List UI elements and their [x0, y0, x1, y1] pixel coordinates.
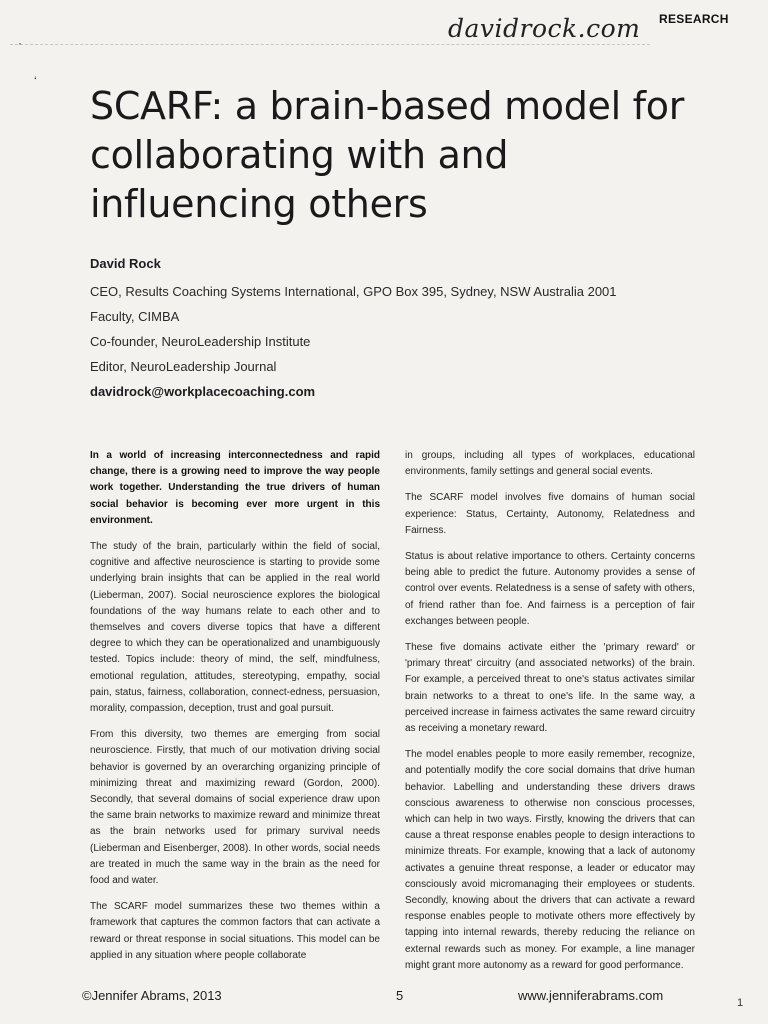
- footer-sheet-number: 5: [396, 988, 404, 1003]
- scan-speck: ·: [18, 36, 22, 50]
- body-paragraph: The SCARF model summarizes these two themes within a framework that captures the common factors that can activate a reward or threat response in social situations. This model can be applied in any situation where people collaborate: [90, 901, 380, 961]
- article-title: SCARF: a brain-based model for collaborating with and influencing others: [90, 84, 685, 226]
- affiliation-line: Faculty, CIMBA: [90, 309, 180, 324]
- author-block: [90, 256, 650, 404]
- author-email: davidrock@workplacecoaching.com: [90, 384, 316, 399]
- author-name: David Rock: [90, 256, 161, 271]
- right-column: [405, 448, 695, 984]
- footer-website: www.jenniferabrams.com: [518, 988, 664, 1003]
- section-label: RESEARCH: [659, 12, 729, 26]
- body-paragraph: The model enables people to more easily remember, recognize, and potentially modify the core social domains that drive human behavior. Labelling and understanding these drivers draws conscious awareness to otherwise non conscious processes, which can help in two ways. Firstly, knowing the drivers that can cause a threat response enables people to design interactions to minimize threats. For example, knowing that a lack of autonomy activates a genuine threat response, a leader or educator may consciously avoid micromanaging their employees or students. Secondly, knowing about the drivers that can activate a reward response enables people to motivate others more effectively by tapping into internal rewards, thereby reducing the reliance on external rewards such as money. For example, a line manager might grant more autonomy as a reward for good performance.: [405, 749, 695, 971]
- scan-dotted-line: [10, 44, 650, 46]
- affiliation-line: Co-founder, NeuroLeadership Institute: [90, 334, 311, 349]
- affiliation-line: CEO, Results Coaching Systems International, GPO Box 395, Sydney, NSW Australia 2001: [90, 284, 617, 299]
- body-paragraph: The SCARF model involves five domains of human social experience: Status, Certainty, Autonomy, Relatedness and Fairness.: [405, 492, 695, 536]
- affiliation-line: Editor, NeuroLeadership Journal: [90, 359, 277, 374]
- body-paragraph: in groups, including all types of workplaces, educational environments, family settings and general social events.: [405, 450, 695, 478]
- body-paragraph: Status is about relative importance to others. Certainty concerns being able to predict the future. Autonomy provides a sense of control over events. Relatedness is a sense of safety with others, of friend rather than foe. And fairness is a perception of fair exchanges between people.: [405, 551, 695, 627]
- footer-copyright: ©Jennifer Abrams, 2013: [82, 988, 222, 1003]
- body-paragraph: From this diversity, two themes are emerging from social neuroscience. Firstly, that much of our motivation driving social behavior is governed by an overarching organizing principle of minimizing threat and maximizing reward (Gordon, 2000). Secondly, that several domains of social experience draw upon the same brain networks to maximize reward and minimize threat as the brain networks used for primary survival needs (Lieberman and Eisenberger, 2008). In other words, social needs are treated in much the same way in the brain as the need for food and water.: [90, 729, 380, 887]
- page-footer: [0, 986, 768, 1016]
- abstract-lead: In a world of increasing interconnectedness and rapid change, there is a growing need to improve the way people work together. Understanding the true drivers of human social behavior is becoming ever more urgent in this environment.: [90, 450, 380, 526]
- body-paragraph: These five domains activate either the 'primary reward' or 'primary threat' circuitry (and associated networks) of the brain. For example, a perceived threat to one's status activates similar brain networks to a threat to one's life. In the same way, a perceived increase in fairness activates the same reward circuitry as receiving a monetary reward.: [405, 642, 695, 735]
- scan-speck: ‘: [34, 74, 37, 88]
- left-column: [90, 448, 380, 974]
- handwritten-note: davidrock.com: [448, 14, 641, 43]
- page-number: 1: [737, 997, 744, 1009]
- body-paragraph: The study of the brain, particularly within the field of social, cognitive and affective neuroscience is starting to provide some underlying brain insights that can be applied in the real world (Lieberman, 2007). Social neuroscience explores the biological foundations of the way humans relate to each other and to themselves and covers diverse topics that have a different degree to which they can be operationalized and unambiguously tested. Topics include: theory of mind, the self, mindfulness, emotional regulation, attitudes, stereotyping, empathy, social pain, status, fairness, collaboration, connect-edness, persuasion, morality, compassion, deception, trust and goal pursuit.: [90, 541, 380, 715]
